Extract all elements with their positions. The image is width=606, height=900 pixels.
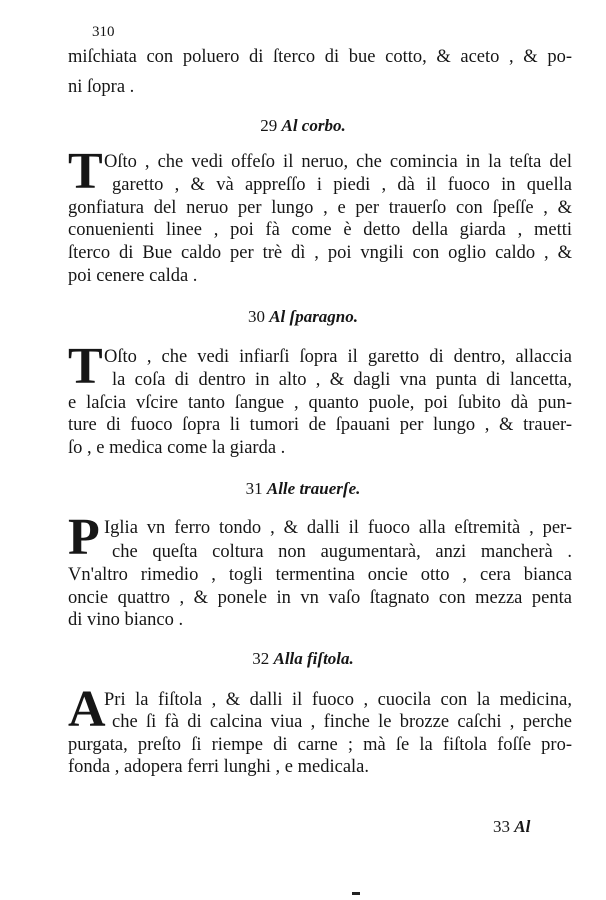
- text-line: ſterco di Bue caldo per trè dì , poi vngili con oglio caldo , &: [68, 243, 572, 263]
- section-number: 29: [260, 116, 278, 135]
- text-line: fonda , adopera ferri lunghi , e medicala.: [68, 757, 370, 777]
- text-line: ture di fuoco ſopra li tumori de ſpauani per lungo , & trauer-: [68, 415, 572, 435]
- section-number: 30: [247, 307, 265, 326]
- text-line: oncie quattro , & ponele in vn vaſo ſtagnato con mezza penta: [68, 588, 572, 608]
- text-line: che queſta coltura non augumentarà, anzi mancherà .: [112, 542, 572, 562]
- catchword-word: Al: [514, 817, 531, 836]
- page-number: 310: [92, 24, 115, 40]
- catchword: [493, 817, 530, 837]
- section-title: Al ſparagno.: [269, 307, 359, 326]
- drop-cap: T: [68, 143, 103, 200]
- section-heading-31: [0, 479, 606, 499]
- catchword-number: 33: [493, 817, 510, 836]
- text-line: gonfiatura del neruo per lungo , e per trauerſo con ſpeſſe , &: [68, 198, 572, 218]
- section-title: Alle trauerſe.: [266, 479, 361, 498]
- text-line: garetto , & và appreſſo i piedi , dà il fuoco in quella: [112, 175, 572, 195]
- text-line: miſchiata con poluero di ſterco di bue cotto, & aceto , & po-: [68, 47, 572, 67]
- text-line: Oſto , che vedi infiarſi ſopra il garetto di dentro, allaccia: [104, 347, 572, 367]
- text-line: Oſto , che vedi offeſo il neruo, che comincia in la teſta del: [104, 152, 572, 172]
- section-number: 32: [252, 649, 270, 668]
- text-line: Pri la fiſtola , & dalli il fuoco , cuocila con la medicina,: [104, 690, 572, 710]
- section-heading-29: [0, 116, 606, 136]
- text-line: conuenienti linee , poi fà come è detto della giarda , metti: [68, 220, 572, 240]
- text-line: purgata, preſto ſi riempe di carne ; mà ſe la fiſtola foſſe pro-: [68, 735, 572, 755]
- section-heading-32: [0, 649, 606, 669]
- text-line: e laſcia vſcire tanto ſangue , quanto puole, poi ſubito dà pun-: [68, 393, 572, 413]
- text-line: Vn'altro rimedio , togli termentina oncie otto , cera bianca: [68, 565, 572, 585]
- section-heading-30: [0, 307, 606, 327]
- section-title: Al corbo.: [281, 116, 346, 135]
- drop-cap: P: [68, 509, 100, 566]
- page-mark: [352, 892, 360, 895]
- text-line: ſo , e medica come la giarda .: [68, 438, 286, 458]
- section-title: Alla fiſtola.: [273, 649, 354, 668]
- drop-cap: A: [68, 681, 106, 738]
- drop-cap: T: [68, 338, 103, 395]
- text-line: poi cenere calda .: [68, 266, 198, 286]
- text-line: di vino bianco .: [68, 610, 184, 630]
- text-line: che ſi fà di calcina viua , finche le brozze caſchi , perche: [112, 712, 572, 732]
- text-line: Iglia vn ferro tondo , & dalli il fuoco alla eſtremità , per-: [104, 518, 572, 538]
- section-number: 31: [245, 479, 263, 498]
- text-line: ni ſopra .: [68, 77, 135, 97]
- text-line: la coſa di dentro in alto , & dagli vna punta di lancetta,: [112, 370, 572, 390]
